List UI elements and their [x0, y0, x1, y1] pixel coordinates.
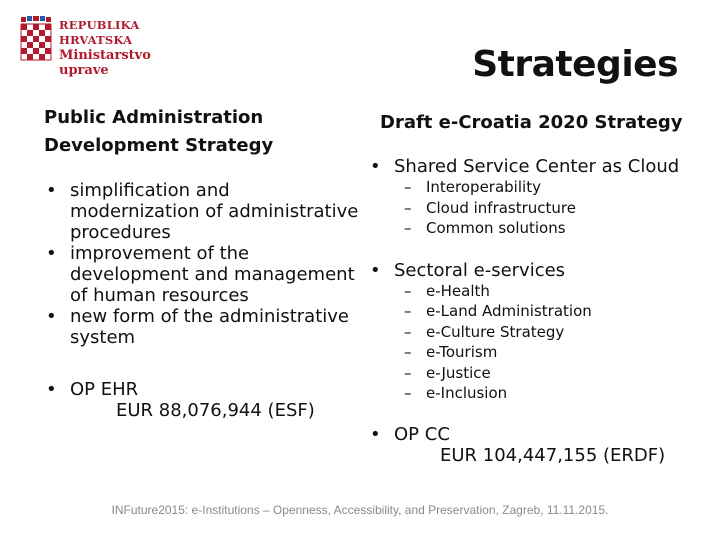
left-column	[44, 104, 364, 421]
left-heading-line-1: Public Administration	[44, 107, 264, 128]
left-bullet-item: • new form of the administrative system	[44, 306, 364, 348]
left-heading	[44, 104, 364, 160]
footer-citation: INFuture2015: e-Institutions – Openness, Accessibility, and Preservation, Zagreb, 11.11.2015.	[111, 503, 609, 517]
right-bullet-item	[368, 156, 698, 239]
left-op-amount: EUR 88,076,944 (ESF)	[116, 400, 315, 421]
right-sub-list	[394, 281, 698, 404]
logo-line-3: uprave	[59, 63, 109, 78]
logo-line-2: Ministarstvo	[59, 48, 151, 63]
right-sub-list	[394, 177, 698, 239]
right-sub-item: – Cloud infrastructure	[394, 198, 698, 219]
croatian-coat-of-arms-icon	[18, 16, 54, 62]
right-bullet-label: Sectoral e-services	[394, 259, 566, 281]
left-bullet-item: • simplification and modernization of administrative procedures	[44, 180, 364, 243]
ministry-name	[59, 18, 208, 78]
right-heading: Draft e-Croatia 2020 Strategy	[380, 112, 683, 133]
right-sub-item: – e-Health	[394, 281, 698, 302]
right-op-amount: EUR 104,447,155 (ERDF)	[440, 444, 666, 466]
left-bullet-item: • improvement of the development and management of human resources	[44, 243, 364, 306]
left-op-list	[44, 379, 364, 421]
ministry-logo	[18, 16, 208, 78]
left-op-label: OP EHR	[70, 379, 139, 400]
right-sub-item: – e-Land Administration	[394, 301, 698, 322]
left-heading-line-2: Development Strategy	[44, 135, 274, 156]
right-sub-item: – e-Inclusion	[394, 383, 698, 404]
right-sub-item: – Common solutions	[394, 218, 698, 239]
logo-line-1: REPUBLIKA HRVATSKA	[59, 18, 140, 47]
left-op-item	[44, 379, 364, 421]
right-op-label: OP CC	[394, 423, 450, 445]
right-sub-item: – e-Justice	[394, 363, 698, 384]
right-column	[368, 110, 698, 466]
right-bullet-item	[368, 260, 698, 404]
slide-title: Strategies	[472, 44, 678, 85]
right-sub-item: – e-Culture Strategy	[394, 322, 698, 343]
right-op-item	[368, 424, 698, 466]
right-bullet-list	[368, 156, 698, 466]
right-sub-item: – e-Tourism	[394, 342, 698, 363]
right-sub-item: – Interoperability	[394, 177, 698, 198]
left-bullet-list	[44, 180, 364, 348]
right-bullet-label: Shared Service Center as Cloud	[394, 156, 680, 177]
